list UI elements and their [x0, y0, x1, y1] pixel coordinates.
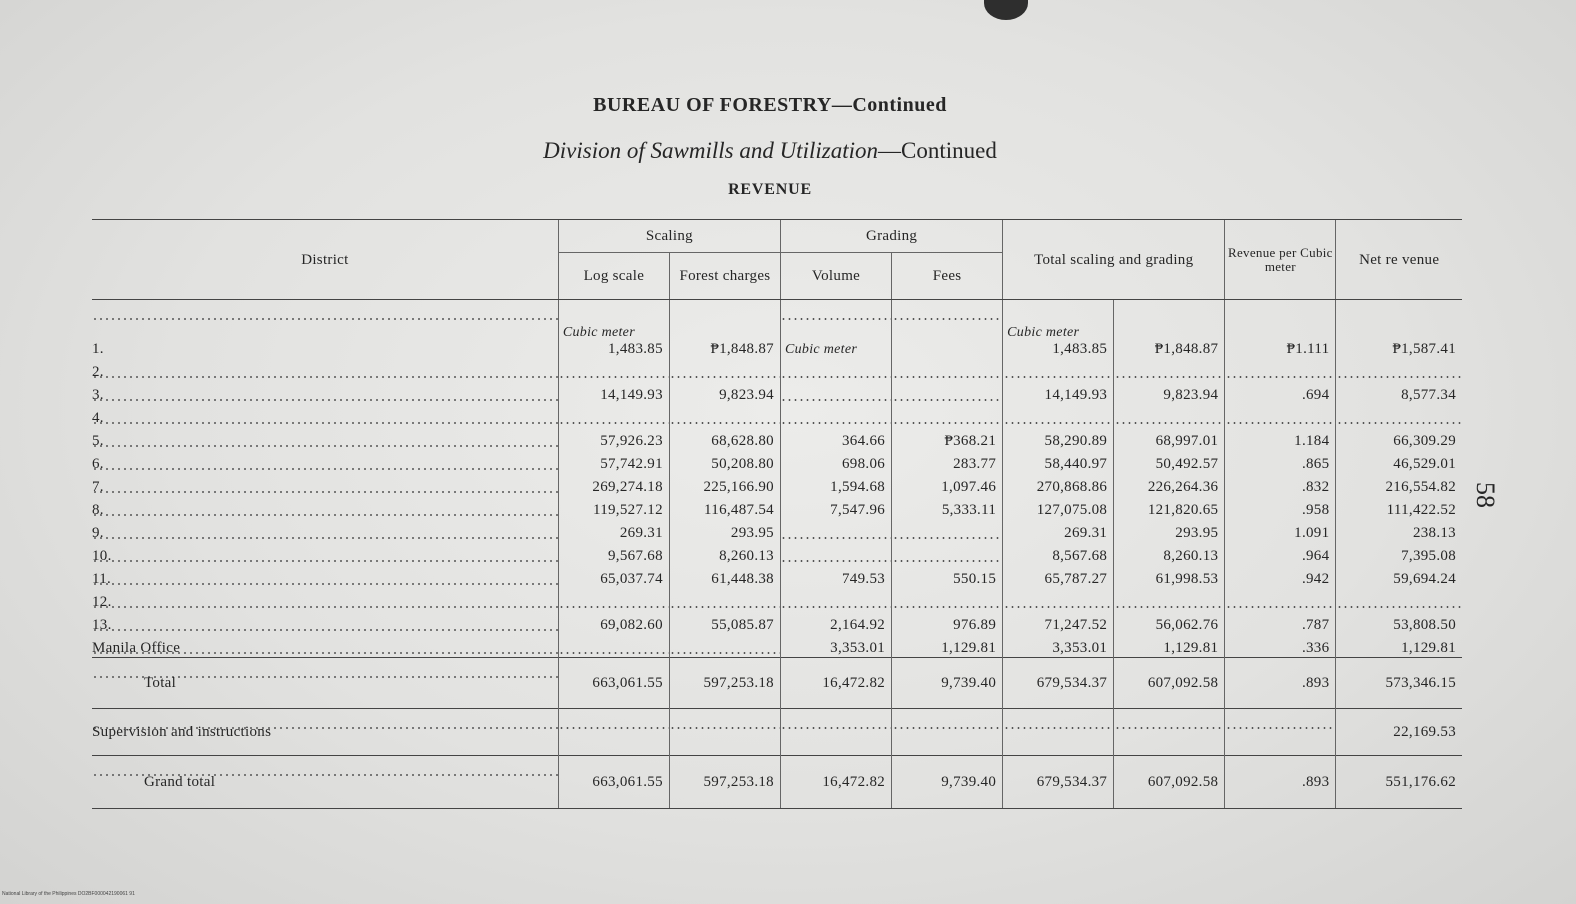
header-fees: Fees: [892, 253, 1003, 300]
district-cell: 1.: [92, 300, 558, 359]
log-scale-cell: 269,274.18: [558, 473, 669, 496]
fees-cell: 1,129.81: [892, 634, 1003, 658]
net-revenue-cell: [1336, 358, 1462, 381]
log-scale-cell: [558, 588, 669, 611]
total-volume-cell: 65,787.27: [1003, 565, 1114, 588]
total-amount-cell: 121,820.65: [1114, 496, 1225, 519]
table-row: [92, 634, 1462, 658]
fees-cell: [892, 519, 1003, 542]
revenue-per-cubic-meter-cell: [1225, 588, 1336, 611]
total-volume-cell: 58,290.89: [1003, 427, 1114, 450]
district-cell: 7.: [92, 473, 558, 496]
fees-cell: [892, 381, 1003, 404]
forest-charges-cell: 597,253.18: [669, 756, 780, 809]
total-amount-cell: 293.95: [1114, 519, 1225, 542]
net-revenue-cell: 8,577.34: [1336, 381, 1462, 404]
volume-cell: 2,164.92: [780, 611, 891, 634]
footer-note: National Library of the Philippines DO2BF000042190061 91: [2, 891, 135, 897]
volume-cell: 16,472.82: [780, 756, 891, 809]
forest-charges-cell: [669, 709, 780, 756]
log-scale-cell: 57,926.23: [558, 427, 669, 450]
volume-cell: [780, 588, 891, 611]
total-amount-cell: [1114, 358, 1225, 381]
volume-cell: [780, 709, 891, 756]
total-volume-cell: 679,534.37: [1003, 756, 1114, 809]
revenue-per-cubic-meter-cell: .958: [1225, 496, 1336, 519]
forest-charges-cell: [669, 358, 780, 381]
total-amount-cell: 50,492.57: [1114, 450, 1225, 473]
district-cell: 13.: [92, 611, 558, 634]
total-volume-cell: [1003, 358, 1114, 381]
revenue-per-cubic-meter-cell: .964: [1225, 542, 1336, 565]
net-revenue-cell: 46,529.01: [1336, 450, 1462, 473]
volume-cell: 16,472.82: [780, 658, 891, 709]
table-row: [92, 427, 1462, 450]
revenue-per-cubic-meter-cell: [1225, 709, 1336, 756]
fees-cell: 976.89: [892, 611, 1003, 634]
revenue-per-cubic-meter-cell: 1.091: [1225, 519, 1336, 542]
page-title: BUREAU OF FORESTRY—Continued: [593, 94, 947, 116]
log-scale-cell: 14,149.93: [558, 381, 669, 404]
volume-cell: [780, 519, 891, 542]
header-total-scaling-grading: Total scaling and grading: [1003, 220, 1225, 300]
net-revenue-cell: [1336, 404, 1462, 427]
table-row: [92, 542, 1462, 565]
table-row: [92, 519, 1462, 542]
volume-cell: [780, 404, 891, 427]
header-revenue-per-cubic-meter: Revenue per Cubic meter: [1225, 220, 1336, 300]
revenue-per-cubic-meter-cell: .893: [1225, 658, 1336, 709]
fees-cell: [892, 358, 1003, 381]
district-cell: 4.: [92, 404, 558, 427]
net-revenue-cell: 59,694.24: [1336, 565, 1462, 588]
total-volume-cell: 14,149.93: [1003, 381, 1114, 404]
total-amount-cell: 1,129.81: [1114, 634, 1225, 658]
net-revenue-cell: [1336, 588, 1462, 611]
fees-cell: ₱368.21: [892, 427, 1003, 450]
table-row: [92, 404, 1462, 427]
revenue-table: [92, 219, 1462, 809]
district-cell: 8.: [92, 496, 558, 519]
forest-charges-cell: 597,253.18: [669, 658, 780, 709]
revenue-per-cubic-meter-cell: [1225, 404, 1336, 427]
fees-cell: [892, 542, 1003, 565]
header-scaling: Scaling: [558, 220, 780, 253]
volume-cell: [780, 542, 891, 565]
unit-label: Cubic meter: [784, 342, 858, 357]
forest-charges-cell: 61,448.38: [669, 565, 780, 588]
log-scale-cell: [558, 358, 669, 381]
fees-cell: [892, 300, 1003, 359]
forest-charges-cell: [669, 404, 780, 427]
page-number: 58: [1471, 482, 1500, 508]
district-cell: 6.: [92, 450, 558, 473]
revenue-per-cubic-meter-cell: .787: [1225, 611, 1336, 634]
total-amount-cell: 607,092.58: [1114, 658, 1225, 709]
volume-cell: 7,547.96: [780, 496, 891, 519]
district-cell: 9.: [92, 519, 558, 542]
total-amount-cell: 607,092.58: [1114, 756, 1225, 809]
header-grading: Grading: [780, 220, 1002, 253]
table-row: [92, 381, 1462, 404]
revenue-per-cubic-meter-cell: ₱1.111: [1225, 300, 1336, 359]
table-row: [92, 565, 1462, 588]
page-subtitle: [0, 138, 1540, 164]
district-cell: 12.: [92, 588, 558, 611]
total-amount-cell: 8,260.13: [1114, 542, 1225, 565]
total-volume-cell: 71,247.52: [1003, 611, 1114, 634]
revenue-per-cubic-meter-cell: .336: [1225, 634, 1336, 658]
revenue-per-cubic-meter-cell: .893: [1225, 756, 1336, 809]
fees-cell: 9,739.40: [892, 756, 1003, 809]
forest-charges-cell: 55,085.87: [669, 611, 780, 634]
total-amount-cell: [1114, 404, 1225, 427]
total-amount-cell: 56,062.76: [1114, 611, 1225, 634]
total-amount-cell: [1114, 709, 1225, 756]
table-row: [92, 450, 1462, 473]
fees-cell: 550.15: [892, 565, 1003, 588]
forest-charges-cell: 68,628.80: [669, 427, 780, 450]
net-revenue-cell: 111,422.52: [1336, 496, 1462, 519]
unit-label: Cubic meter: [562, 325, 635, 340]
table-header: [92, 220, 1462, 300]
total-amount-cell: 9,823.94: [1114, 381, 1225, 404]
log-scale-cell: 65,037.74: [558, 565, 669, 588]
log-scale-cell: Cubic meter 1,483.85: [558, 300, 669, 359]
log-scale-cell: 119,527.12: [558, 496, 669, 519]
volume-cell: [780, 358, 891, 381]
log-scale-cell: 269.31: [558, 519, 669, 542]
net-revenue-cell: ₱1,587.41: [1336, 300, 1462, 359]
total-amount-cell: 68,997.01: [1114, 427, 1225, 450]
fees-cell: [892, 588, 1003, 611]
log-scale-cell: 663,061.55: [558, 658, 669, 709]
forest-charges-cell: 50,208.80: [669, 450, 780, 473]
fees-cell: 5,333.11: [892, 496, 1003, 519]
log-scale-cell: 9,567.68: [558, 542, 669, 565]
subtitle-continued: —Continued: [877, 138, 997, 163]
net-revenue-cell: 22,169.53: [1336, 709, 1462, 756]
district-cell: 11.: [92, 565, 558, 588]
fees-cell: [892, 404, 1003, 427]
district-cell: 10.: [92, 542, 558, 565]
log-scale-cell: 57,742.91: [558, 450, 669, 473]
table-row: [92, 588, 1462, 611]
table-row: [92, 496, 1462, 519]
unit-label: Cubic meter: [1007, 325, 1080, 340]
log-scale-cell: 69,082.60: [558, 611, 669, 634]
total-row: [92, 658, 1462, 709]
grand-total-row: [92, 756, 1462, 809]
revenue-per-cubic-meter-cell: .942: [1225, 565, 1336, 588]
volume-cell: 364.66: [780, 427, 891, 450]
total-volume-cell: Cubic meter 1,483.85: [1003, 300, 1114, 359]
grand-total-label: Grand total: [92, 756, 558, 809]
header-log-scale: Log scale: [558, 253, 669, 300]
net-revenue-cell: 1,129.81: [1336, 634, 1462, 658]
fees-cell: 9,739.40: [892, 658, 1003, 709]
ink-blot: [984, 0, 1028, 20]
net-revenue-cell: 66,309.29: [1336, 427, 1462, 450]
district-cell: 5.: [92, 427, 558, 450]
header-forest-charges: Forest charges: [669, 253, 780, 300]
forest-charges-cell: ₱1,848.87: [669, 300, 780, 359]
district-cell: 3.: [92, 381, 558, 404]
total-volume-cell: 3,353.01: [1003, 634, 1114, 658]
total-amount-cell: 226,264.36: [1114, 473, 1225, 496]
revenue-per-cubic-meter-cell: 1.184: [1225, 427, 1336, 450]
total-amount-cell: 61,998.53: [1114, 565, 1225, 588]
fees-cell: 1,097.46: [892, 473, 1003, 496]
log-scale-cell: 663,061.55: [558, 756, 669, 809]
total-volume-cell: 58,440.97: [1003, 450, 1114, 473]
forest-charges-cell: 8,260.13: [669, 542, 780, 565]
district-cell: Manila Office: [92, 634, 558, 658]
total-volume-cell: 270,868.86: [1003, 473, 1114, 496]
table-row: [92, 300, 1462, 359]
total-volume-cell: 269.31: [1003, 519, 1114, 542]
district-cell: 2.: [92, 358, 558, 381]
net-revenue-cell: 53,808.50: [1336, 611, 1462, 634]
total-volume-cell: 127,075.08: [1003, 496, 1114, 519]
volume-cell: 749.53: [780, 565, 891, 588]
volume-cell: [780, 300, 891, 359]
total-volume-cell: 679,534.37: [1003, 658, 1114, 709]
revenue-per-cubic-meter-cell: [1225, 358, 1336, 381]
forest-charges-cell: 116,487.54: [669, 496, 780, 519]
table-row: [92, 358, 1462, 381]
forest-charges-cell: [669, 634, 780, 658]
total-volume-cell: [1003, 588, 1114, 611]
header-net-revenue: Net re venue: [1336, 220, 1462, 300]
forest-charges-cell: 225,166.90: [669, 473, 780, 496]
total-volume-cell: [1003, 404, 1114, 427]
net-revenue-cell: 573,346.15: [1336, 658, 1462, 709]
fees-cell: 283.77: [892, 450, 1003, 473]
section-title: REVENUE: [728, 181, 812, 198]
volume-cell: [780, 381, 891, 404]
volume-cell: 1,594.68: [780, 473, 891, 496]
forest-charges-cell: [669, 588, 780, 611]
total-amount-cell: ₱1,848.87: [1114, 300, 1225, 359]
volume-cell: 698.06: [780, 450, 891, 473]
fees-cell: [892, 709, 1003, 756]
forest-charges-cell: 293.95: [669, 519, 780, 542]
table-row: [92, 473, 1462, 496]
log-scale-cell: [558, 709, 669, 756]
header-district: District: [92, 220, 558, 300]
table-row: [92, 611, 1462, 634]
volume-cell: 3,353.01: [780, 634, 891, 658]
revenue-per-cubic-meter-cell: .865: [1225, 450, 1336, 473]
total-amount-cell: [1114, 588, 1225, 611]
total-volume-cell: [1003, 709, 1114, 756]
supervision-row: [92, 709, 1462, 756]
supervision-label: Supervision and instructions: [92, 709, 558, 756]
table-body: [92, 300, 1462, 809]
revenue-per-cubic-meter-cell: .832: [1225, 473, 1336, 496]
log-scale-cell: [558, 404, 669, 427]
header-volume: Volume: [780, 253, 891, 300]
total-volume-cell: 8,567.68: [1003, 542, 1114, 565]
net-revenue-cell: 216,554.82: [1336, 473, 1462, 496]
net-revenue-cell: 238.13: [1336, 519, 1462, 542]
forest-charges-cell: 9,823.94: [669, 381, 780, 404]
revenue-per-cubic-meter-cell: .694: [1225, 381, 1336, 404]
log-scale-cell: [558, 634, 669, 658]
total-label: Total: [92, 658, 558, 709]
net-revenue-cell: 551,176.62: [1336, 756, 1462, 809]
subtitle-italic: Division of Sawmills and Utilization: [543, 138, 878, 163]
net-revenue-cell: 7,395.08: [1336, 542, 1462, 565]
